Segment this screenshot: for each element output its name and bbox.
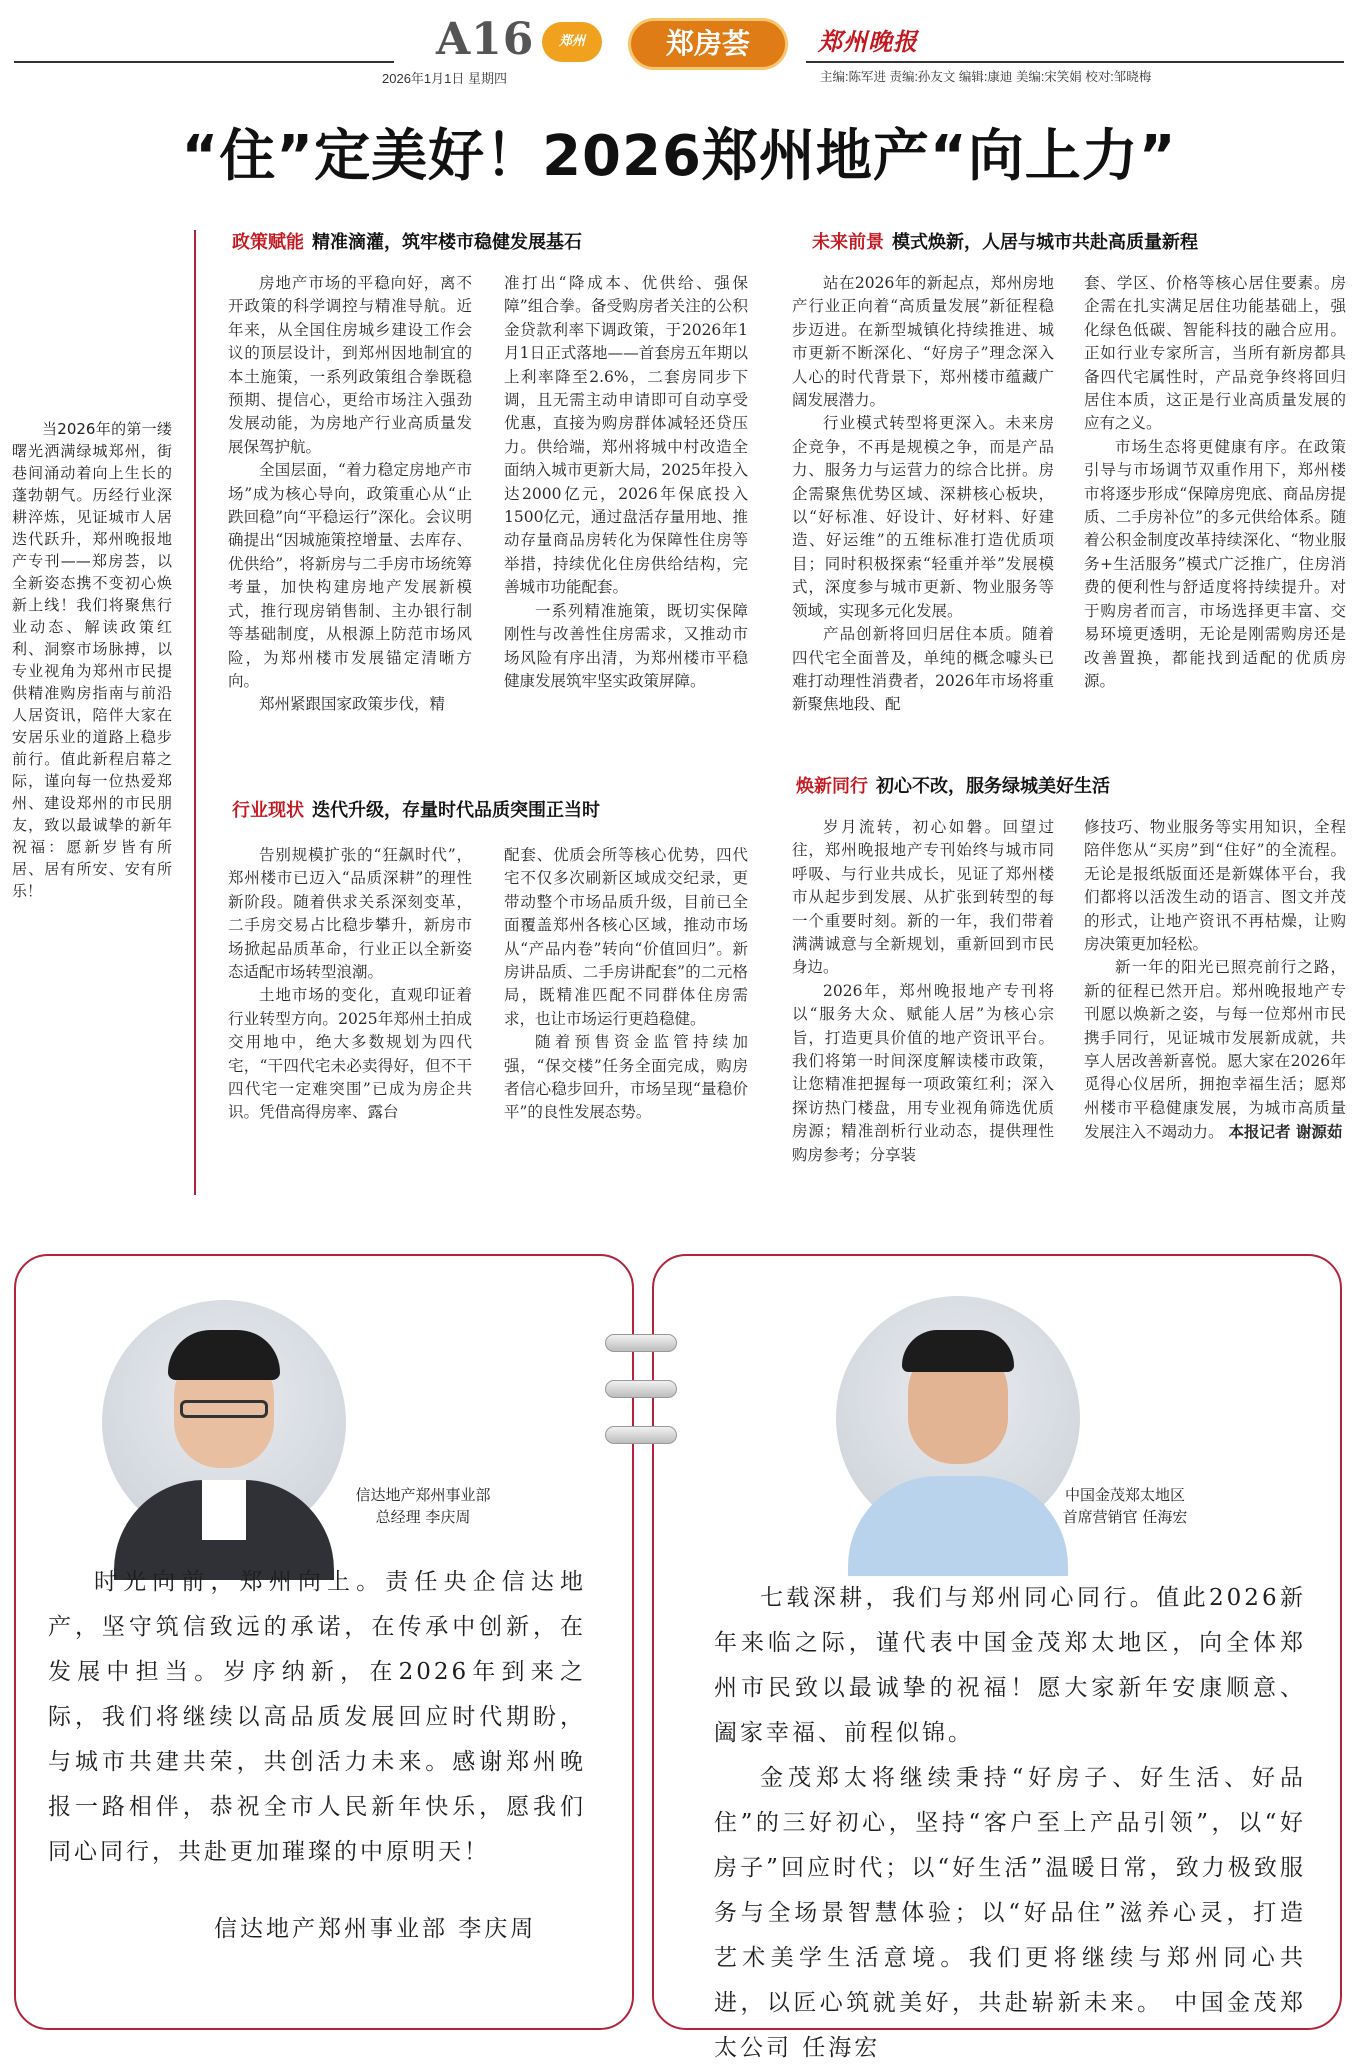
handwritten-message xyxy=(714,1576,1306,2071)
vertical-divider xyxy=(194,230,196,1195)
section-heading-outlook xyxy=(812,228,1198,254)
editor-credits: 主编:陈军进 责编:孙友文 编辑:康迪 美编:宋笑娟 校对:邹晓梅 xyxy=(820,70,1152,84)
section-subtitle: 迭代升级，存量时代品质突围正当时 xyxy=(312,800,600,821)
binder-ring-icon xyxy=(605,1334,677,1352)
caption-title: 首席营销官 任海宏 xyxy=(1062,1508,1188,1526)
section-badge: 郑房荟 xyxy=(628,18,788,70)
paragraph: 准打出“降成本、优供给、强保障”组合拳。备受购房者关注的公积金贷款利率下调政策，于2026年1月1日正式落地——首套房五年期以上利率降至2.6%，二套房同步下调，且无需主动申请即可自动享受优惠，直接为购房群体减轻还贷压力。供给端，郑州将城中村改造全面纳入城市更新大局，2025年投入达2000亿元，2026年保底投入1500亿元，通过盘活存量用地、推动存量商品房转化为保障性住房等举措，持续优化住房供给结构，完善城市功能配套。 xyxy=(504,274,748,597)
caption-title: 总经理 李庆周 xyxy=(375,1508,471,1526)
paragraph: 土地市场的变化，直观印证着行业转型方向。2025年郑州土拍成交用地中，绝大多数规划为四代宅，“干四代宅未必卖得好，但不干四代宅一定难突围”已成为房企共识。凭借高得房率、露台 xyxy=(228,986,472,1122)
article-column xyxy=(504,844,748,1125)
paragraph xyxy=(1084,956,1346,1144)
section-heading-policy xyxy=(232,228,582,254)
caption-company: 中国金茂郑太地区 xyxy=(1064,1486,1185,1504)
article-column xyxy=(1084,816,1346,1145)
handwritten-message xyxy=(48,1560,586,1875)
section-tag: 政策赋能 xyxy=(232,232,304,253)
article-column xyxy=(504,272,748,693)
section-heading-industry xyxy=(232,796,600,822)
reporter-byline: 本报记者 谢源茹 xyxy=(1228,1122,1343,1142)
caption-company: 信达地产郑州事业部 xyxy=(355,1486,491,1504)
section-subtitle: 精准滴灌，筑牢楼市稳健发展基石 xyxy=(312,232,582,253)
paragraph: 市场生态将更健康有序。在政策引导与市场调节双重作用下，郑州楼市将逐步形成“保障房兜底、商品房提质、二手房补位”的多元供给体系。随着公积金制度改革持续深化、“物业服务+生活服务”模式广泛推广，住房消费的便利性与舒适度将持续提升。对于购房者而言，市场选择更丰富、交易环境更透明，无论是刚需购房还是改善置换，都能找到适配的优质房源。 xyxy=(1084,437,1346,690)
portrait-hair xyxy=(902,1330,1014,1372)
section-subtitle: 初心不改，服务绿城美好生活 xyxy=(876,776,1110,797)
article-column xyxy=(228,272,472,717)
issue-date: 2026年1月1日 星期四 xyxy=(382,71,507,86)
portrait-caption xyxy=(308,1484,538,1528)
paragraph: 配套、优质会所等核心优势，四代宅不仅多次刷新区域成交纪录，更带动整个市场品质升级，目前已全面覆盖郑州各核心区域，推动市场从“产品内卷”转向“价值回归”。新房讲品质、二手房讲配套”的二元格局，既精准匹配不同群体住房需求，也让市场运行更趋稳健。 xyxy=(504,846,748,1028)
paragraph: 房地产市场的平稳向好，离不开政策的科学调控与精准导航。近年来，从全国住房城乡建设工作会议的顶层设计，到郑州因地制宜的本土施策，一系列政策组合拳既稳预期、提信心，更给市场注入强劲发展动能，为房地产行业高质量发展保驾护航。 xyxy=(228,274,472,456)
page-headline: “住”定美好！2026郑州地产“向上力” xyxy=(181,124,1177,189)
article-column xyxy=(228,844,472,1125)
paragraph: 告别规模扩张的“狂飙时代”，郑州楼市已迈入“品质深耕”的理性新阶段。随着供求关系深刻变革，二手房交易占比稳步攀升，新房市场掀起品质革命，行业正以全新姿态适配市场转型浪潮。 xyxy=(228,846,472,982)
paragraph: 套、学区、价格等核心居住要素。房企需在扎实满足居住功能基础上，强化绿色低碳、智能科技的融合应用。正如行业专家所言，当所有新房都具备四代宅属性时，产品竞争终将回归居住本质，这正是行业高质量发展的应有之义。 xyxy=(1084,274,1346,433)
section-heading-renewal xyxy=(796,772,1110,798)
paragraph: 随着预售资金监管持续加强，“保交楼”任务全面完成，购房者信心稳步回升，市场呈现“量稳价平”的良性发展态势。 xyxy=(504,1033,748,1122)
portrait-hair xyxy=(168,1330,280,1380)
portrait-caption xyxy=(1000,1484,1250,1528)
paper-name-logo: 郑州晚报 xyxy=(818,27,918,56)
page-number: A16 xyxy=(436,14,535,65)
paragraph: 站在2026年的新起点，郑州房地产行业正向着“高质量发展”新征程稳步迈进。在新型城镇化持续推进、城市更新不断深化、“好房子”理念深入人心的时代背景下，郑州楼市蕴藏广阔发展潜力。 xyxy=(792,274,1054,410)
paragraph: 郑州紧跟国家政策步伐，精 xyxy=(259,695,446,714)
section-tag: 行业现状 xyxy=(232,800,304,821)
article-column xyxy=(1084,272,1346,693)
paragraph: 岁月流转，初心如磐。回望过往，郑州晚报地产专刊始终与城市同呼吸、与行业共成长，见证了郑州楼市从起步到发展、从扩张到转型的每一个重要时刻。新的一年，我们带着满满诚意与全新规划，重新回到市民身边。 xyxy=(792,818,1054,977)
binder-ring-icon xyxy=(605,1330,677,1450)
signature: 信达地产郑州事业部 李庆周 xyxy=(214,1916,537,1942)
message-text: 七载深耕，我们与郑州同心同行。值此2026新年来临之际，谨代表中国金茂郑太地区，向全体郑州市民致以最诚挚的祝福！愿大家新年安康顺意、阖家幸福、前程似锦。 xyxy=(714,1585,1306,1746)
section-tag: 未来前景 xyxy=(812,232,884,253)
paragraph: 修技巧、物业服务等实用知识，全程陪伴您从“买房”到“住好”的全流程。无论是报纸版面还是新媒体平台，我们都将以活泼生动的语言、图文并茂的形式，让地产资讯不再枯燥，让购房决策更加轻松。 xyxy=(1084,818,1346,954)
section-tag: 焕新同行 xyxy=(796,776,868,797)
paragraph: 产品创新将回归居住本质。随着四代宅全面普及，单纯的概念噱头已难打动理性消费者，2026年市场将重新聚焦地段、配 xyxy=(792,625,1054,714)
paragraph: 行业模式转型将更深入。未来房企竞争，不再是规模之争，而是产品力、服务力与运营力的综合比拼。房企需聚焦优势区域、深耕核心板块，以“好标准、好设计、好材料、好建造、好运维”的五维标准打造优质项目；同时积极探索“轻重并举”发展模式，深度参与城市更新、物业服务等领域，实现多元化发展。 xyxy=(792,414,1054,620)
masthead xyxy=(0,0,1358,90)
message-text: 时光向前，郑州向上。责任央企信达地产，坚守筑信致远的承诺，在传承中创新，在发展中担当。岁序纳新，在2026年到来之际，我们将继续以高品质发展回应时代期盼，与城市共建共荣，共创活力未来。感谢郑州晚报一路相伴，恭祝全市人民新年快乐，愿我们同心同行，共赴更加璀璨的中原明天！ xyxy=(48,1569,586,1865)
message-text: 金茂郑太将继续秉持“好房子、好生活、好品住”的三好初心，坚持“客户至上产品引领”，以“好房子”回应时代；以“好生活”温暖日常，致力极致服务与全场景智慧体验；以“好品住”滋养心灵，打造艺术美学生活意境。我们更将继续与郑州同心共进，以匠心筑就美好，共赴崭新未来。 中国金茂郑太公司 任海宏 xyxy=(714,1765,1306,2061)
binder-ring-icon xyxy=(605,1426,677,1444)
paragraph: 全国层面，“着力稳定房地产市场”成为核心导向，政策重心从“止跌回稳”向“平稳运行”深化。会议明确提出“因城施策控增量、去库存、优供给”，将新房与二手房市场统筹考量，加快构建房地产发展新模式，推行现房销售制、主办银行制等基础制度，从根源上防范市场风险，为郑州楼市发展锚定清晰方向。 xyxy=(228,461,472,690)
city-logo: 郑州 xyxy=(542,22,602,62)
portrait-glasses xyxy=(180,1400,268,1418)
article-column xyxy=(792,816,1054,1167)
masthead-rule-right xyxy=(806,61,1344,63)
article-column xyxy=(792,272,1054,717)
section-subtitle: 模式焕新，人居与城市共赴高质量新程 xyxy=(892,232,1198,253)
paragraph-text: 新一年的阳光已照亮前行之路，新的征程已然开启。郑州晚报地产专刊愿以焕新之姿，与每一位郑州市民携手同行，见证城市发展新成就，共享人居改善新喜悦。愿大家在2026年觅得心仪居所，拥抱幸福生活；愿郑州楼市平稳健康发展，为城市高质量发展注入不竭动力。 xyxy=(1084,958,1346,1142)
paragraph: 一系列精准施策，既切实保障刚性与改善性住房需求，又推动市场风险有序出清，为郑州楼市平稳健康发展筑牢坚实政策屏障。 xyxy=(504,601,748,690)
intro-column: 当2026年的第一缕曙光洒满绿城郑州，街巷间涌动着向上生长的蓬勃朝气。历经行业深耕淬炼，见证城市人居迭代跃升，郑州晚报地产专刊——郑房荟，以全新姿态携不变初心焕新上线！我们将聚焦行业动态、解读政策红利、洞察市场脉搏，以专业视角为郑州市民提供精准购房指南与前沿人居资讯，陪伴大家在安居乐业的道路上稳步前行。值此新程启幕之际，谨向每一位热爱郑州、建设郑州的市民朋友，致以最诚挚的新年祝福：愿新岁皆有所居、居有所安、安有所乐！ xyxy=(12,420,172,900)
binder-ring-icon xyxy=(605,1380,677,1398)
portrait-shirt xyxy=(202,1480,246,1540)
masthead-rule-left xyxy=(14,61,394,63)
paragraph: 2026年，郑州晚报地产专刊将以“服务大众、赋能人居”为核心宗旨，打造更具价值的地产资讯平台。我们将第一时间深度解读楼市政策，让您精准把握每一项政策红利；深入探访热门楼盘，用专业视角筛选优质房源；精准剖析行业动态，提供理性购房参考；分享装 xyxy=(792,981,1054,1164)
